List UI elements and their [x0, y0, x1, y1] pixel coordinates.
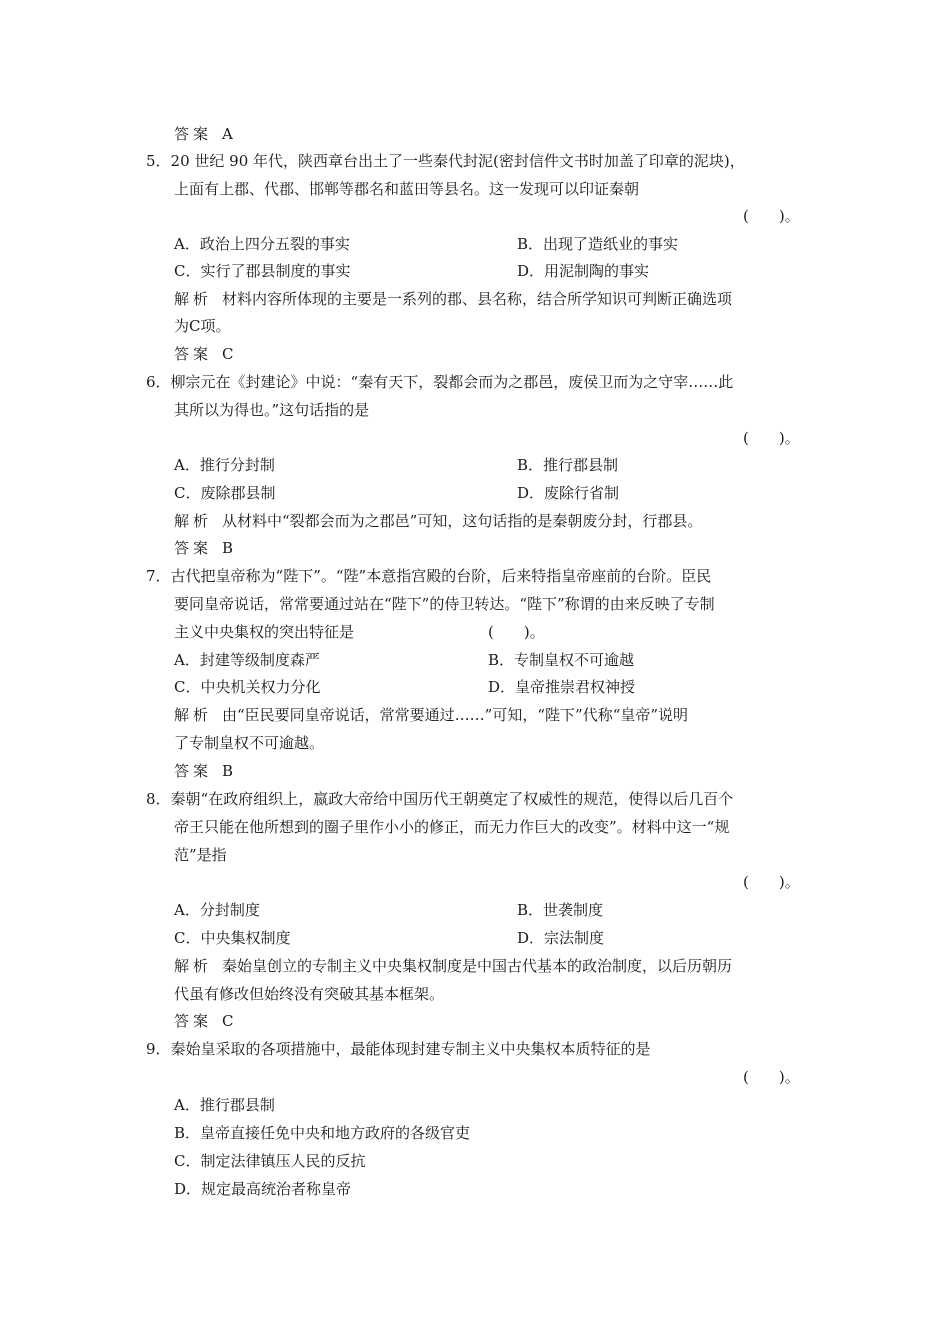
- question-5-answer-blank: ( )。: [743, 207, 800, 225]
- question-6-line-1: 6．柳宗元在《封建论》中说：“秦有天下，裂都会而为之郡邑，废侯卫而为之守宰……此: [146, 373, 734, 391]
- answer-label: 答案: [174, 125, 213, 143]
- question-8-line-2: 帝王只能在他所想到的圈子里作小小的修正，而无力作巨大的改变”。材料中这一“规: [174, 818, 730, 836]
- answer-value: B: [222, 762, 234, 780]
- question-5-option-a: A．政治上四分五裂的事实: [174, 235, 350, 253]
- question-5-option-c: C．实行了郡县制度的事实: [174, 262, 351, 280]
- answer-label: 答案: [174, 539, 213, 557]
- question-7-answer: [174, 761, 233, 781]
- analysis-label: 解析: [174, 706, 213, 724]
- question-7-line-3: 主义中央集权的突出特征是: [174, 623, 355, 641]
- question-7-answer-blank: ( )。: [488, 623, 545, 641]
- question-9-answer-blank: ( )。: [743, 1068, 800, 1086]
- question-8-answer-blank: ( )。: [743, 873, 800, 891]
- question-6-answer: [174, 538, 233, 558]
- question-7-option-a: A．封建等级制度森严: [174, 651, 320, 669]
- question-9-line-1: 9．秦始皇采取的各项措施中，最能体现封建专制主义中央集权本质特征的是: [146, 1040, 651, 1058]
- question-8-analysis-line-1: [174, 956, 732, 976]
- question-8-line-1: 8．秦朝“在政府组织上，嬴政大帝给中国历代王朝奠定了权威性的规范，使得以后几百个: [146, 790, 734, 808]
- question-5-option-d: D．用泥制陶的事实: [517, 262, 650, 280]
- analysis-text: 由“臣民要同皇帝说话，常常要通过……”可知，“陛下”代称“皇帝”说明: [222, 706, 689, 724]
- question-7-option-b: B．专制皇权不可逾越: [488, 651, 635, 669]
- question-7-analysis-line-2: 了专制皇权不可逾越。: [174, 734, 325, 752]
- question-8-option-b: B．世袭制度: [517, 901, 604, 919]
- answer-label: 答案: [174, 345, 213, 363]
- question-7-option-c: C．中央机关权力分化: [174, 678, 321, 696]
- question-6-answer-blank: ( )。: [743, 429, 800, 447]
- question-8-analysis-line-2: 代虽有修改但始终没有突破其基本框架。: [174, 985, 445, 1003]
- question-9-option-b: B．皇帝直接任免中央和地方政府的各级官吏: [174, 1124, 471, 1142]
- question-5-analysis-line-2: 为C项。: [174, 317, 231, 335]
- analysis-text: 材料内容所体现的主要是一系列的郡、县名称，结合所学知识可判断正确选项: [222, 290, 733, 308]
- analysis-label: 解析: [174, 512, 213, 530]
- question-9-option-c: C．制定法律镇压人民的反抗: [174, 1152, 366, 1170]
- question-8-answer: [174, 1011, 234, 1031]
- question-5-analysis-line-1: [174, 289, 732, 309]
- question-6-option-c: C．废除郡县制: [174, 484, 276, 502]
- question-7-analysis-line-1: [174, 705, 688, 725]
- answer-value: A: [222, 125, 233, 143]
- question-5-line-2: 上面有上郡、代郡、邯郸等郡名和蓝田等县名。这一发现可以印证秦朝: [174, 180, 640, 198]
- answer-value: C: [222, 345, 234, 363]
- question-6-option-b: B．推行郡县制: [517, 456, 619, 474]
- question-6-line-2: 其所以为得也。”这句话指的是: [174, 401, 370, 419]
- question-9-option-a: A．推行郡县制: [174, 1096, 275, 1114]
- answer-label: 答案: [174, 1012, 213, 1030]
- question-5-answer: [174, 344, 234, 364]
- question-8-option-a: A．分封制度: [174, 901, 260, 919]
- question-6-option-d: D．废除行省制: [517, 484, 620, 502]
- question-8-option-c: C．中央集权制度: [174, 929, 291, 947]
- question-5-option-b: B．出现了造纸业的事实: [517, 235, 679, 253]
- question-7-option-d: D．皇帝推崇君权神授: [488, 678, 636, 696]
- question-7-line-1: 7．古代把皇帝称为“陛下”。“陛”本意指宫殿的台阶，后来特指皇帝座前的台阶。臣民: [146, 567, 712, 585]
- question-6-analysis-line-1: [174, 511, 702, 531]
- analysis-label: 解析: [174, 290, 213, 308]
- question-7-line-2: 要同皇帝说话，常常要通过站在“陛下”的侍卫转达。“陛下”称谓的由来反映了专制: [174, 595, 715, 613]
- analysis-label: 解析: [174, 957, 213, 975]
- answer-label: 答案: [174, 762, 213, 780]
- question-5-line-1: 5．20 世纪 90 年代，陕西章台出土了一些秦代封泥(密封信件文书时加盖了印章的泥块)，: [146, 152, 745, 170]
- question-8-option-d: D．宗法制度: [517, 929, 605, 947]
- question-8-line-3: 范”是指: [174, 846, 227, 864]
- answer-value: C: [222, 1012, 234, 1030]
- answer-value: B: [222, 539, 234, 557]
- analysis-text: 从材料中“裂都会而为之郡邑”可知，这句话指的是秦朝废分封，行郡县。: [222, 512, 703, 530]
- question-9-option-d: D．规定最高统治者称皇帝: [174, 1180, 352, 1198]
- question-6-option-a: A．推行分封制: [174, 456, 275, 474]
- analysis-text: 秦始皇创立的专制主义中央集权制度是中国古代基本的政治制度，以后历朝历: [222, 957, 733, 975]
- answer-line: [174, 124, 233, 144]
